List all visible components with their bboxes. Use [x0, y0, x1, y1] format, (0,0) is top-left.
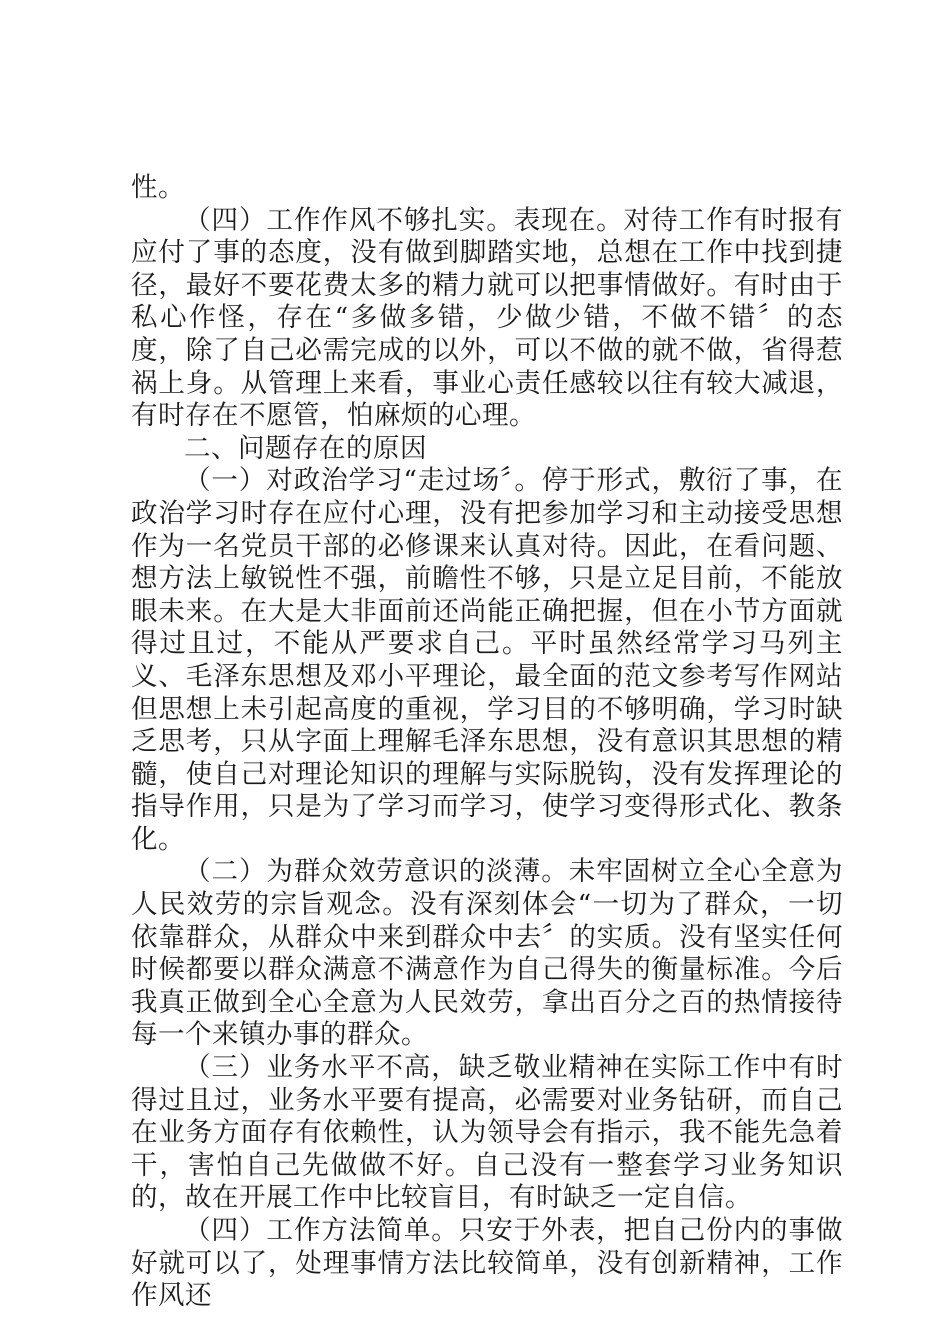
- paragraph-work-style: （四）工作作风不够扎实。表现在。对待工作有时报有应付了事的态度，没有做到脚踏实地，总想在工作中找到捷径，最好不要花费太多的精力就可以把事情做好。有时由于私心作怪，存在“多做多错，少做少错，不做不错〞的态度，除了自己必需完成的以外，可以不做的就不做，省得惹祸上身。从管理上来看，事业心责任感较以往有较大减退，有时存在不愿管，怕麻烦的心理。: [131, 204, 843, 432]
- paragraph-business-level: （三）业务水平不高，缺乏敬业精神在实际工作中有时得过且过，业务水平要有提高，必需要对业务钻研，而自己在业务方面存有依赖性，认为领导会有指示，我不能先急着干，害怕自己先做做不好。自己没有一整套学习业务知识的，故在开展工作中比较盲目，有时缺乏一定自信。: [131, 1052, 843, 1214]
- paragraph-service-awareness: （二）为群众效劳意识的淡薄。未牢固树立全心全意为人民效劳的宗旨观念。没有深刻体会“一切为了群众，一切依靠群众，从群众中来到群众中去〞的实质。没有坚实任何时候都要以群众满意不满意作为自己得失的衡量标准。今后我真正做到全心全意为人民效劳，拿出百分之百的热情接待每一个来镇办事的群众。: [131, 856, 843, 1051]
- paragraph-political-study: （一）对政治学习“走过场〞。停于形式，敷衍了事，在政治学习时存在应付心理，没有把参加学习和主动接受思想作为一名党员干部的必修课来认真对待。因此，在看问题、想方法上敏锐性不强，前瞻性不够，只是立足目前，不能放眼未来。在大是大非面前还尚能正确把握，但在小节方面就得过且过，不能从严要求自己。平时虽然经常学习马列主义、毛泽东思想及邓小平理论，最全面的范文参考写作网站但思想上未引起高度的重视，学习目的不够明确，学习时缺乏思考，只从字面上理解毛泽东思想，没有意识其思想的精髓，使自己对理论知识的理解与实际脱钩，没有发挥理论的指导作用，只是为了学习而学习，使学习变得形式化、教条化。: [131, 465, 843, 855]
- paragraph-continuation: 性。: [131, 172, 185, 203]
- paragraph-work-method: （四）工作方法简单。只安于外表，把自己份内的事做好就可以了，处理事情方法比较简单，没有创新精神，工作作风还: [131, 1215, 843, 1312]
- section-heading-causes: 二、问题存在的原因: [184, 432, 427, 464]
- document-body: [131, 172, 843, 1313]
